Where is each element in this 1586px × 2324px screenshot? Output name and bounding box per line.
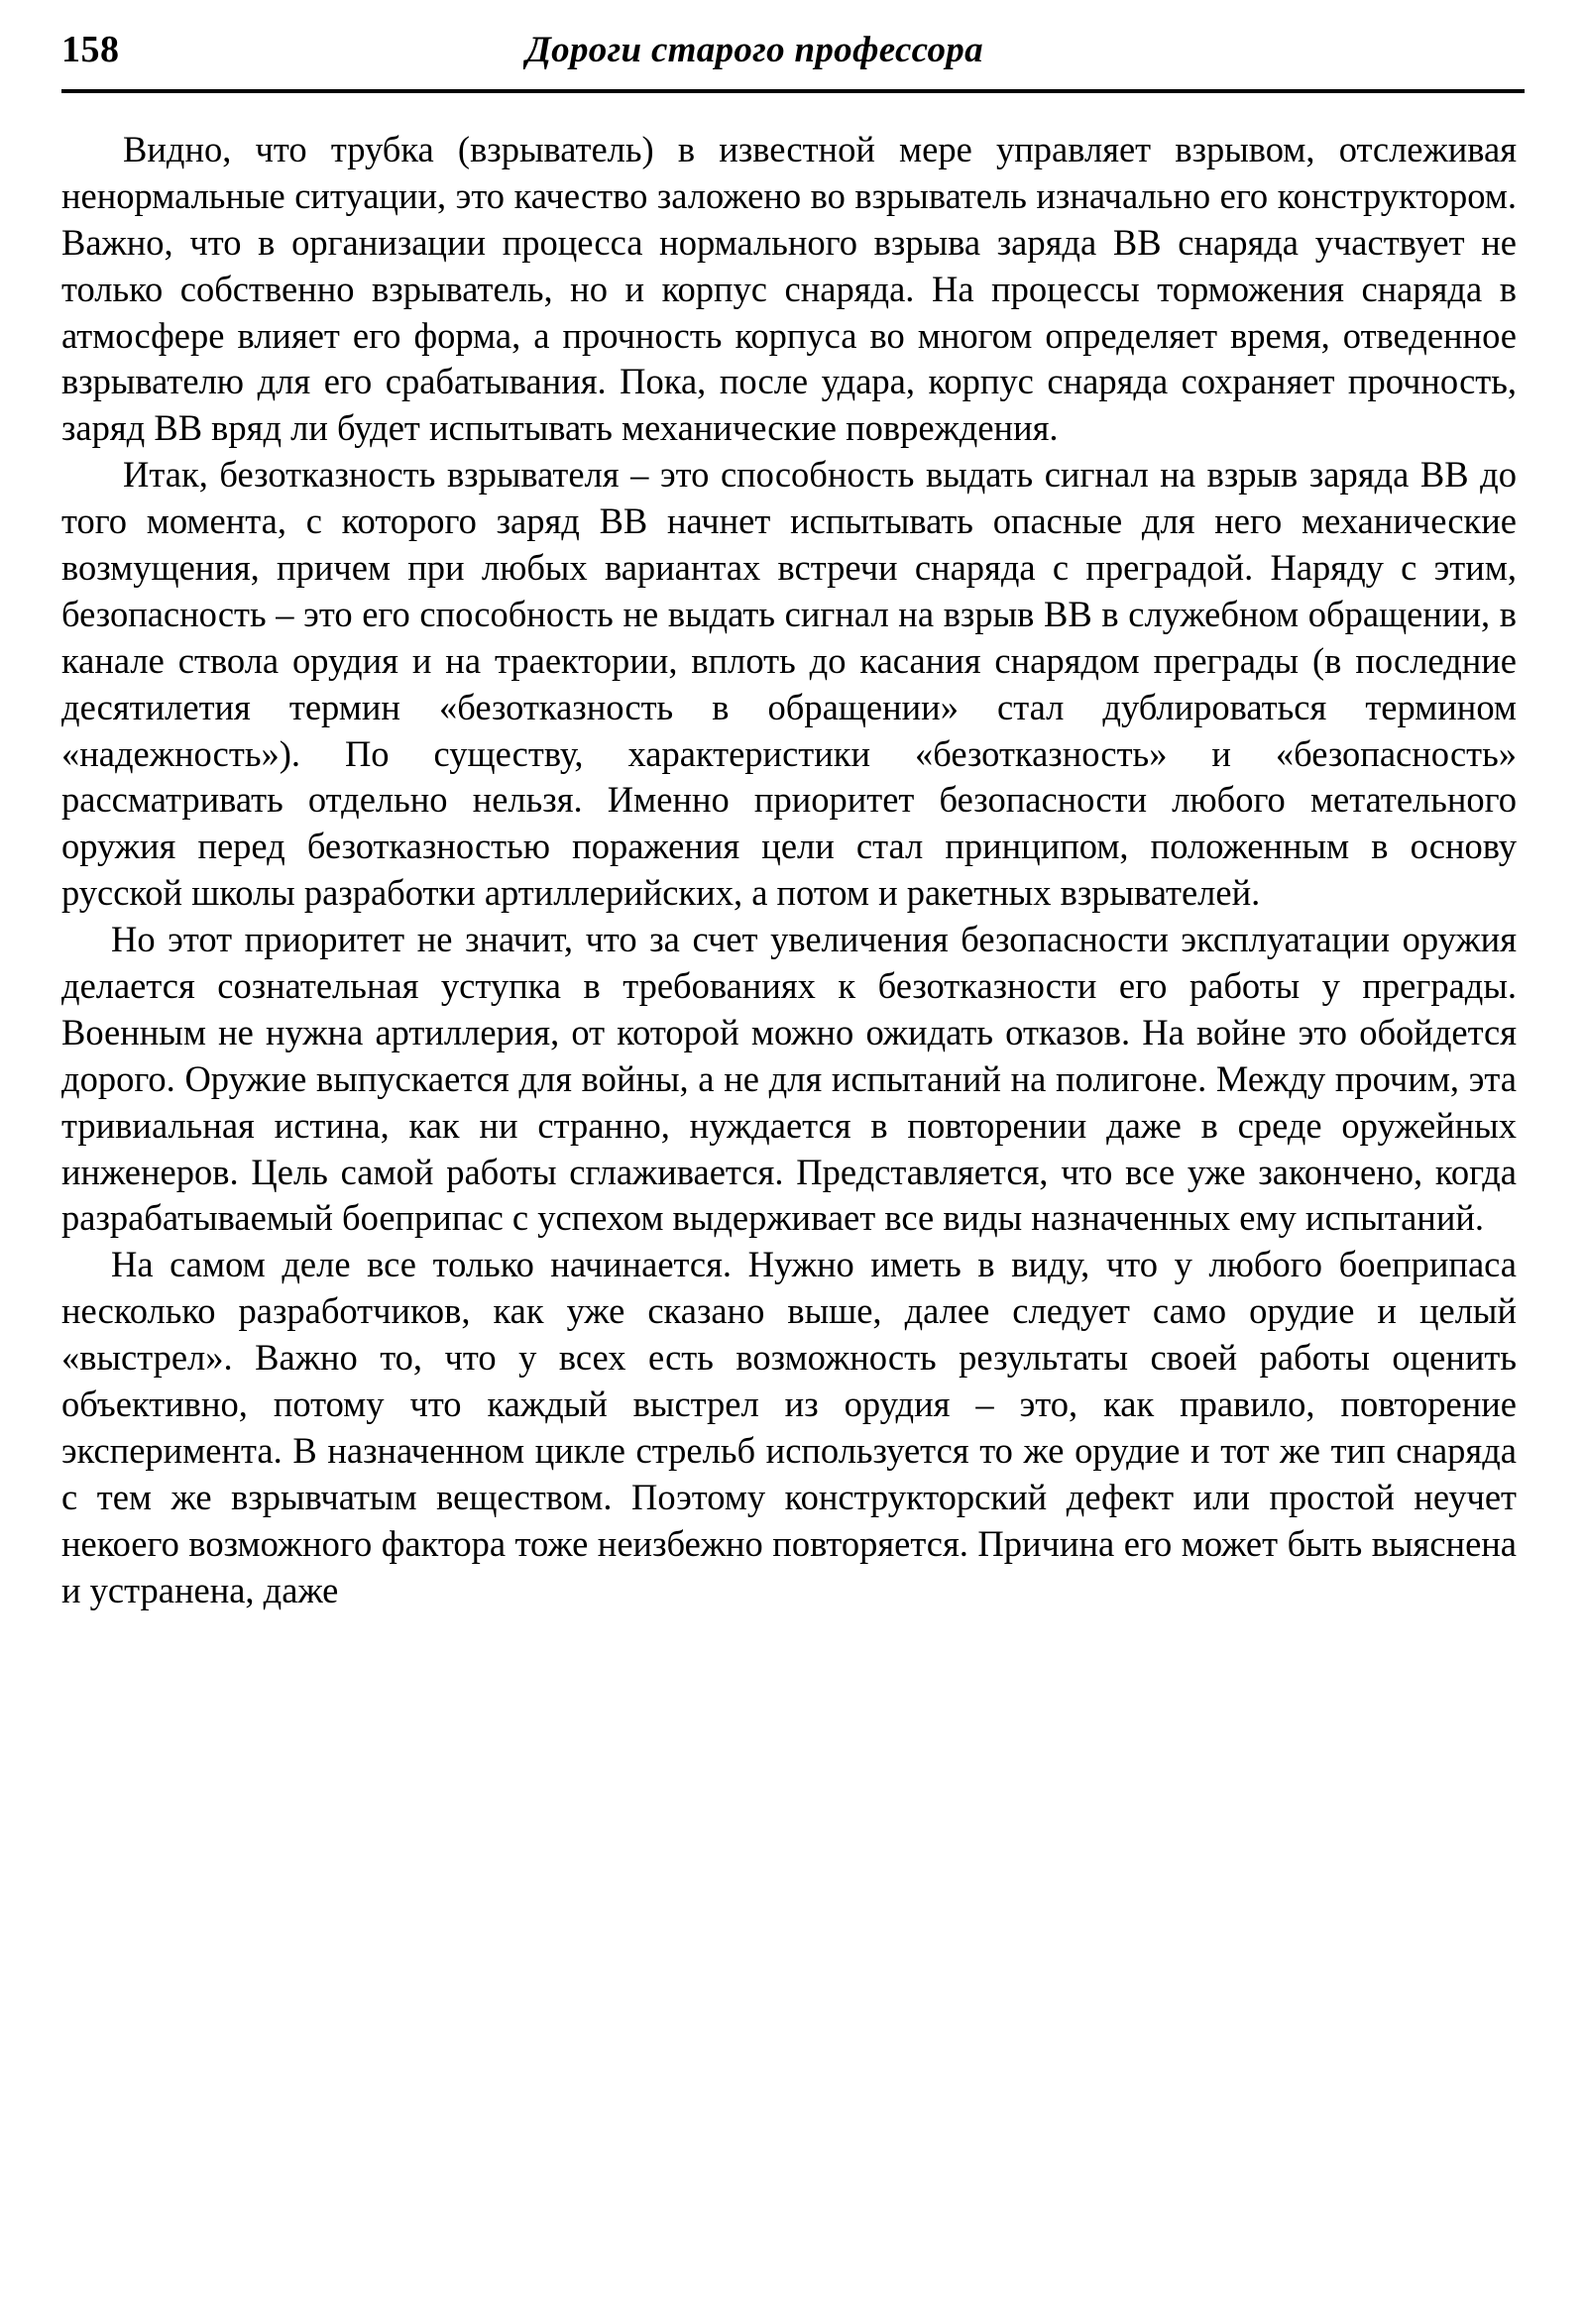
paragraph-4: На самом деле все только начинается. Нужно иметь в виду, что у любого боеприпаса несколько разработчиков, как уже сказано выше, далее следует само орудие и целый «выстрел». Важно то, что у всех есть возможность результаты своей работы оценить объективно, потому что каждый выстрел из орудия – это, как правило, повторение эксперимента. В назначенном цикле стрельб используется то же орудие и тот же тип снаряда с тем же взрывчатым веществом. Поэтому конструкторский дефект или простой неучет некоего возможного фактора тоже неизбежно повторяется. Причина его может быть выяснена и устранена, даже xyxy=(61,1244,1517,1610)
paragraph-2: Итак, безотказность взрывателя – это способность выдать сигнал на взрыв заряда ВВ до того момента, с которого заряд ВВ начнет испытывать опасные для него механические возмущения, причем при любых вариантах встречи снаряда с преградой. Наряду с этим, безопасность – это его способность не выдать сигнал на взрыв ВВ в служебном обращении, в канале ствола орудия и на траектории, вплоть до касания снарядом преграды (в последние десятилетия термин «безотказность в обращении» стал дублироваться термином «надежность»). По существу, характеристики «безотказность» и «безопасность» рассматривать отдельно нельзя. Именно приоритет безопасности любого метательного оружия перед безотказностью поражения цели стал принципом, положенным в основу русской школы разработки артиллерийских, а потом и ракетных взрывателей. xyxy=(61,454,1517,914)
document-page xyxy=(0,28,1586,2324)
page-body xyxy=(61,127,1517,1614)
running-title: Дороги старого профессора xyxy=(525,30,983,70)
paragraph-1: Видно, что трубка (взрыватель) в известной мере управляет взрывом, отслеживая ненормальные ситуации, это качество заложено во взрыватель изначально его конструктором. Важно, что в организации процесса нормального взрыва заряда ВВ снаряда участвует не только собственно взрыватель, но и корпус снаряда. На процессы торможения снаряда в атмосфере влияет его форма, а прочность корпуса во многом определяет время, отведенное взрывателю для его срабатывания. Пока, после удара, корпус снаряда сохраняет прочность, заряд ВВ вряд ли будет испытывать механические повреждения. xyxy=(61,129,1517,449)
page-number: 158 xyxy=(61,29,120,70)
page-header xyxy=(61,28,1509,83)
header-divider xyxy=(61,89,1525,93)
paragraph-3: Но этот приоритет не значит, что за счет увеличения безопасности эксплуатации оружия делается сознательная уступка в требованиях к безотказности его работы у преграды. Военным не нужна артиллерия, от которой можно ожидать отказов. На войне это обойдется дорого. Оружие выпускается для войны, а не для испытаний на полигоне. Между прочим, эта тривиальная истина, как ни странно, нуждается в повторении даже в среде оружейных инженеров. Цель самой работы сглаживается. Представляется, что все уже закончено, когда разрабатываемый боеприпас с успехом выдерживает все виды назначенных ему испытаний. xyxy=(61,919,1517,1239)
